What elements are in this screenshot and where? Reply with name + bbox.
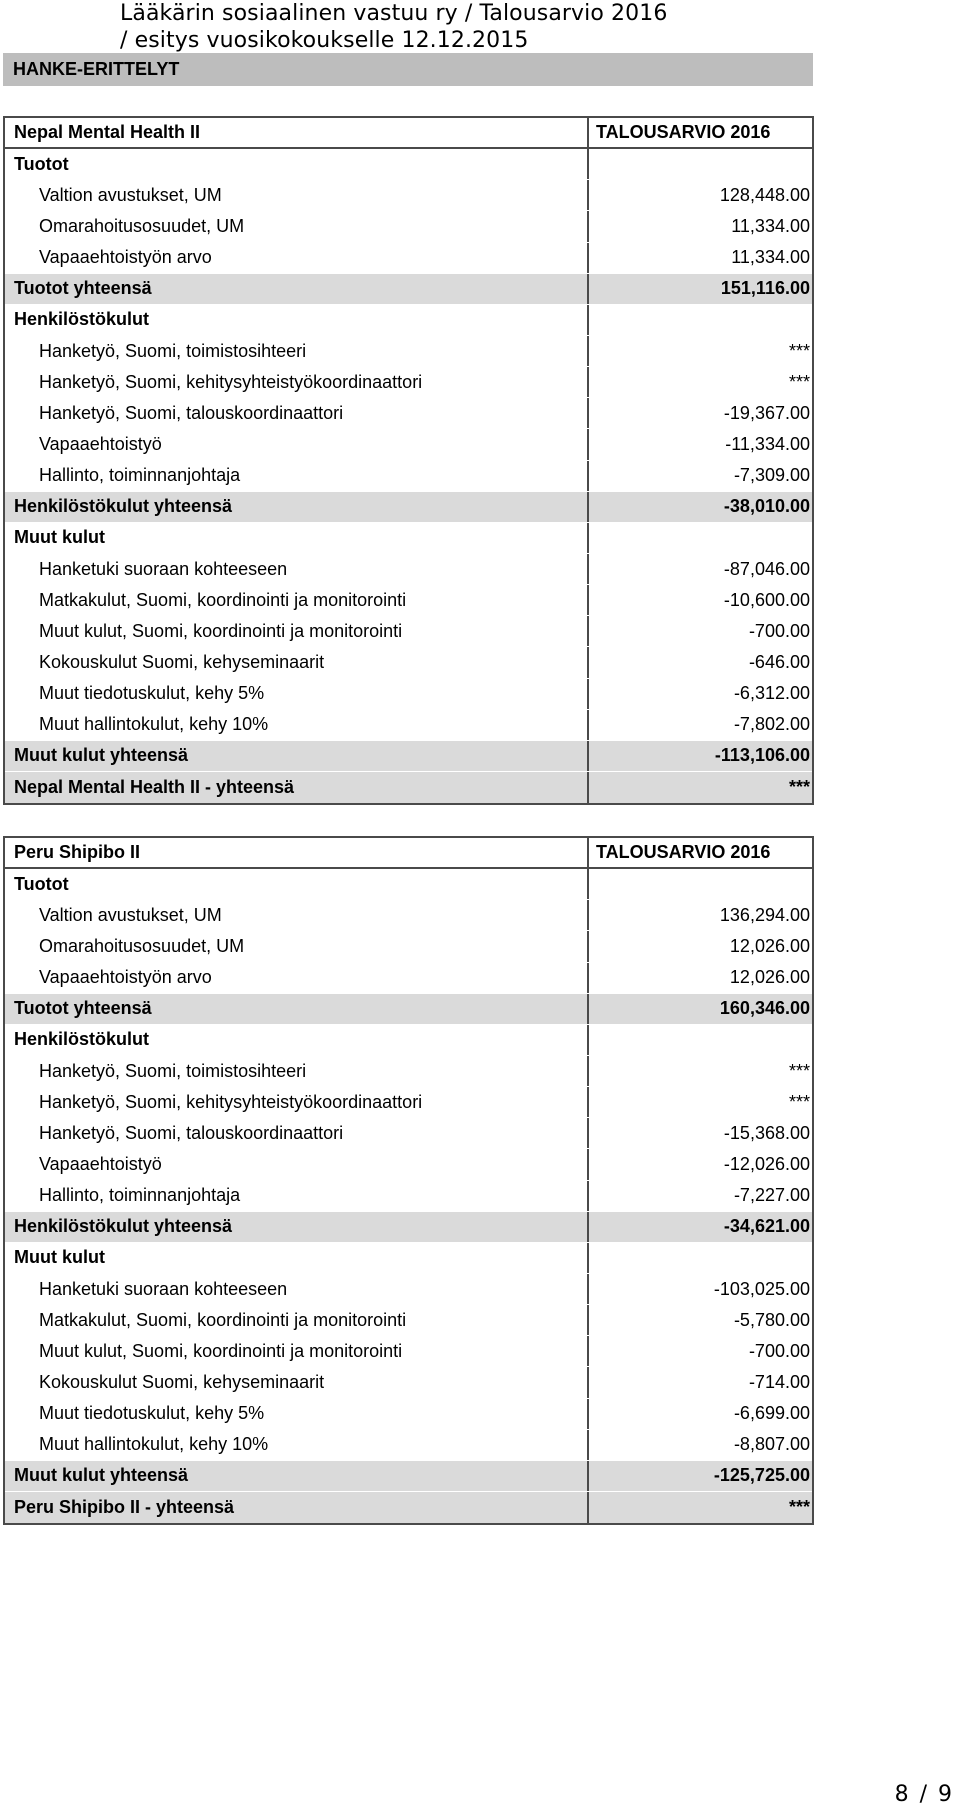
row-value (589, 869, 812, 899)
row-value: *** (788, 1497, 810, 1518)
row-value: -646.00 (748, 651, 810, 672)
row-label: Muut kulut yhteensä (5, 1461, 589, 1491)
row-label: Peru Shipibo II (5, 838, 589, 867)
row-label: Peru Shipibo II - yhteensä (5, 1492, 589, 1523)
budget-table (3, 116, 814, 805)
row-label: Valtion avustukset, UM (5, 180, 589, 210)
row-value: -700.00 (748, 620, 810, 641)
other-item-row (5, 1430, 812, 1461)
row-label: Muut hallintokulut, kehy 10% (5, 710, 589, 740)
row-label: Omarahoitusosuudet, UM (5, 931, 589, 961)
personnel-item-row (5, 398, 812, 429)
row-label: Muut kulut (5, 523, 589, 553)
row-value (589, 305, 812, 335)
row-value: *** (788, 1091, 810, 1112)
row-label: Matkakulut, Suomi, koordinointi ja monitorointi (5, 1305, 589, 1335)
row-label: Muut tiedotuskulut, kehy 5% (5, 1399, 589, 1429)
page-number: 8 / 9 (894, 1782, 954, 1807)
row-label: Tuotot yhteensä (5, 274, 589, 304)
row-value: *** (788, 777, 810, 798)
row-label: Vapaaehtoistyö (5, 1149, 589, 1179)
row-value: -34,621.00 (723, 1216, 810, 1237)
row-value: -5,780.00 (733, 1309, 810, 1330)
personnel-total-row (5, 1212, 812, 1243)
row-label: Muut tiedotuskulut, kehy 5% (5, 679, 589, 709)
header-line-2: / esitys vuosikokoukselle 12.12.2015 (120, 28, 529, 53)
row-value: *** (788, 371, 810, 392)
row-value: *** (788, 1060, 810, 1081)
row-label: Muut kulut, Suomi, koordinointi ja monitorointi (5, 1336, 589, 1366)
other-item-row (5, 1305, 812, 1336)
other-heading-row (5, 523, 812, 554)
project-title-row (5, 838, 812, 869)
row-value: -125,725.00 (713, 1465, 810, 1486)
income-item-row (5, 963, 812, 994)
row-label: Hanketyö, Suomi, toimistosihteeri (5, 1056, 589, 1086)
other-item-row (5, 585, 812, 616)
row-label: Muut hallintokulut, kehy 10% (5, 1430, 589, 1460)
row-label: Vapaaehtoistyö (5, 429, 589, 459)
row-value: -8,807.00 (733, 1434, 810, 1455)
row-label: Henkilöstökulut (5, 1025, 589, 1055)
row-value: -6,312.00 (733, 683, 810, 704)
other-item-row (5, 679, 812, 710)
row-label: Henkilöstökulut (5, 305, 589, 335)
income-total-row (5, 994, 812, 1025)
other-item-row (5, 710, 812, 741)
personnel-item-row (5, 429, 812, 460)
personnel-total-row (5, 492, 812, 523)
personnel-item-row (5, 1087, 812, 1118)
project-title-row (5, 118, 812, 149)
row-label: Omarahoitusosuudet, UM (5, 211, 589, 241)
other-item-row (5, 1336, 812, 1367)
row-value: -113,106.00 (714, 745, 810, 766)
row-value: -87,046.00 (723, 558, 810, 579)
row-value: 11,334.00 (731, 215, 810, 236)
income-total-row (5, 274, 812, 305)
row-value: 160,346.00 (719, 998, 810, 1019)
personnel-item-row (5, 1118, 812, 1149)
row-label: Henkilöstökulut yhteensä (5, 492, 589, 522)
other-item-row (5, 616, 812, 647)
other-item-row (5, 1367, 812, 1398)
row-value: -7,227.00 (733, 1185, 810, 1206)
row-label: Vapaaehtoistyön arvo (5, 243, 589, 273)
row-value: *** (788, 340, 810, 361)
row-value (589, 149, 812, 179)
grand-total-row (5, 1492, 812, 1523)
row-label: Hanketyö, Suomi, kehitysyhteistyökoordinaattori (5, 1087, 589, 1117)
row-value: -11,334.00 (725, 433, 810, 454)
other-heading-row (5, 1243, 812, 1274)
income-item-row (5, 931, 812, 962)
personnel-item-row (5, 1181, 812, 1212)
row-value: -6,699.00 (733, 1403, 810, 1424)
personnel-item-row (5, 1149, 812, 1180)
row-label: Nepal Mental Health II (5, 118, 589, 147)
row-label: Henkilöstökulut yhteensä (5, 1212, 589, 1242)
other-item-row (5, 647, 812, 678)
other-item-row (5, 1399, 812, 1430)
row-value (589, 523, 812, 553)
row-value: -15,368.00 (723, 1122, 810, 1143)
row-label: Kokouskulut Suomi, kehyseminaarit (5, 1367, 589, 1397)
document-header (120, 0, 840, 54)
row-label: Valtion avustukset, UM (5, 900, 589, 930)
row-label: Hanketuki suoraan kohteeseen (5, 1274, 589, 1304)
row-label: Muut kulut (5, 1243, 589, 1273)
row-label: Tuotot (5, 869, 589, 899)
other-item-row (5, 1274, 812, 1305)
row-label: Hanketyö, Suomi, talouskoordinaattori (5, 1118, 589, 1148)
row-value: -10,600.00 (723, 589, 810, 610)
row-value: 12,026.00 (729, 935, 810, 956)
row-value: -38,010.00 (723, 496, 810, 517)
row-value: -7,309.00 (733, 465, 810, 486)
row-value: TALOUSARVIO 2016 (596, 842, 771, 863)
personnel-heading-row (5, 1025, 812, 1056)
personnel-heading-row (5, 305, 812, 336)
row-label: Nepal Mental Health II - yhteensä (5, 772, 589, 803)
personnel-item-row (5, 461, 812, 492)
row-value: -700.00 (748, 1340, 810, 1361)
row-value: -7,802.00 (733, 714, 810, 735)
row-value: 11,334.00 (731, 247, 810, 268)
grand-total-row (5, 772, 812, 803)
row-value: -103,025.00 (713, 1278, 810, 1299)
row-label: Matkakulut, Suomi, koordinointi ja monitorointi (5, 585, 589, 615)
row-value (589, 1025, 812, 1055)
personnel-item-row (5, 367, 812, 398)
income-heading-row (5, 149, 812, 180)
row-value: -19,367.00 (723, 402, 810, 423)
row-label: Hallinto, toiminnanjohtaja (5, 1181, 589, 1211)
row-value: 136,294.00 (719, 904, 810, 925)
row-label: Hanketyö, Suomi, toimistosihteeri (5, 336, 589, 366)
row-label: Muut kulut yhteensä (5, 741, 589, 771)
row-value: -12,026.00 (723, 1153, 810, 1174)
row-value: 12,026.00 (729, 967, 810, 988)
other-item-row (5, 554, 812, 585)
section-banner: HANKE-ERITTELYT (3, 53, 813, 86)
row-label: Hanketyö, Suomi, kehitysyhteistyökoordinaattori (5, 367, 589, 397)
personnel-item-row (5, 1056, 812, 1087)
income-item-row (5, 180, 812, 211)
row-label: Tuotot (5, 149, 589, 179)
row-value (589, 1243, 812, 1273)
other-total-row (5, 741, 812, 772)
income-item-row (5, 211, 812, 242)
row-value: -714.00 (748, 1371, 810, 1392)
income-heading-row (5, 869, 812, 900)
row-label: Muut kulut, Suomi, koordinointi ja monitorointi (5, 616, 589, 646)
row-label: Hallinto, toiminnanjohtaja (5, 461, 589, 491)
other-total-row (5, 1461, 812, 1492)
row-label: Hanketuki suoraan kohteeseen (5, 554, 589, 584)
row-value: TALOUSARVIO 2016 (596, 122, 771, 143)
row-label: Hanketyö, Suomi, talouskoordinaattori (5, 398, 589, 428)
row-value: 128,448.00 (719, 184, 810, 205)
row-label: Vapaaehtoistyön arvo (5, 963, 589, 993)
income-item-row (5, 900, 812, 931)
row-label: Kokouskulut Suomi, kehyseminaarit (5, 647, 589, 677)
row-value: 151,116.00 (720, 278, 810, 299)
income-item-row (5, 243, 812, 274)
budget-table (3, 836, 814, 1525)
personnel-item-row (5, 336, 812, 367)
header-line-1: Lääkärin sosiaalinen vastuu ry / Talousarvio 2016 (120, 1, 668, 26)
row-label: Tuotot yhteensä (5, 994, 589, 1024)
